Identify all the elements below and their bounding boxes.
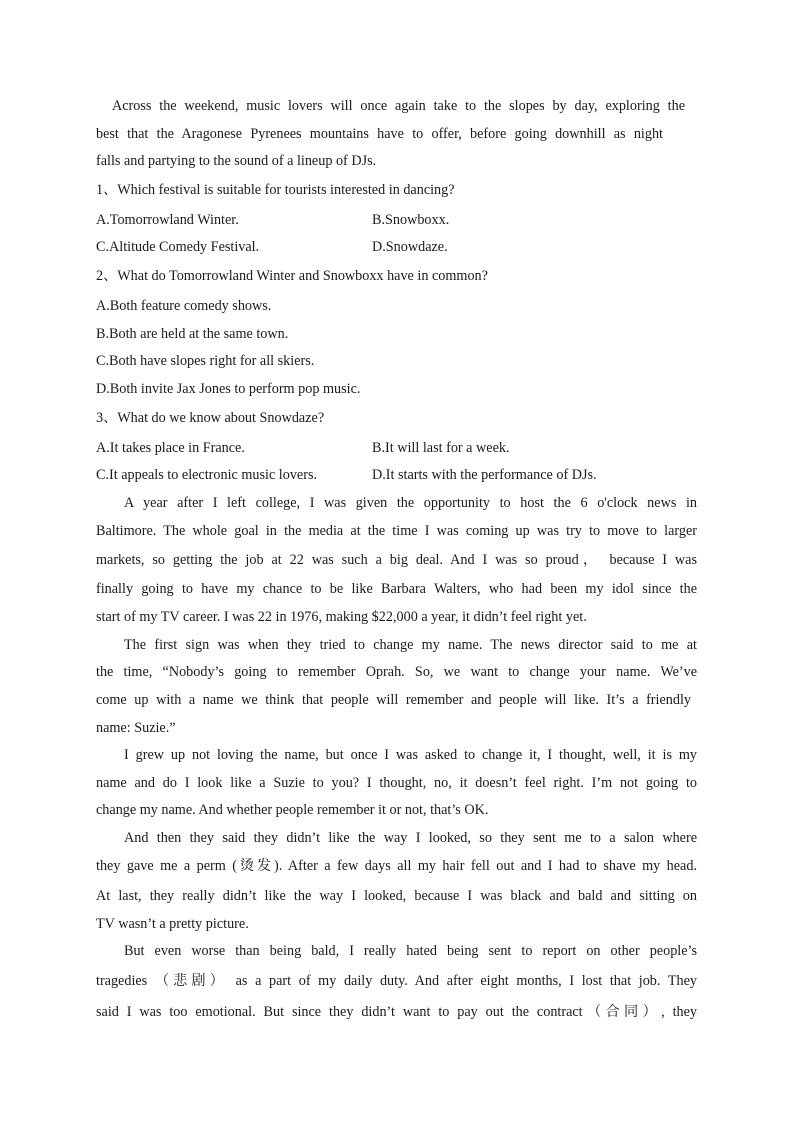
intro-line-3: falls and partying to the sound of a lineup of DJs. (96, 153, 377, 169)
passage-p5-line-3: said I was too emotional. But since they didn’t want to pay out the contract（合同）, they (96, 1004, 697, 1020)
question-1-option-b: B.Snowboxx. (372, 212, 450, 228)
passage-p4-line-1: And then they said they didn’t like the way I looked, so they sent me to a salon where (124, 830, 697, 846)
passage-p5-line-2: tragedies （悲剧） as a part of my daily duty. And after eight months, I lost that job. They (96, 973, 697, 989)
passage-p1-line-5: start of my TV career. I was 22 in 1976, making $22,000 a year, it didn’t feel right yet. (96, 609, 587, 625)
passage-p4-line-4: TV wasn’t a pretty picture. (96, 916, 249, 932)
passage-p1-line-1: A year after I left college, I was given the opportunity to host the 6 o'clock news in (124, 495, 697, 511)
passage-p5-line-1: But even worse than being bald, I really hated being sent to report on other people’s (124, 943, 697, 959)
passage-p2-line-4: name: Suzie.” (96, 720, 176, 736)
question-1-option-a: A.Tomorrowland Winter. (96, 212, 239, 228)
passage-p3-line-1: I grew up not loving the name, but once I was asked to change it, I thought, well, it is my (124, 747, 697, 763)
question-3-option-d: D.It starts with the performance of DJs. (372, 467, 597, 483)
passage-p1-line-2: Baltimore. The whole goal in the media at the time I was coming up was try to move to larger (96, 523, 697, 539)
question-1-option-d: D.Snowdaze. (372, 239, 448, 255)
question-2-option-c: C.Both have slopes right for all skiers. (96, 353, 315, 369)
question-3-option-c: C.It appeals to electronic music lovers. (96, 467, 318, 483)
passage-p1-line-3: markets, so getting the job at 22 was such a big deal. And I was so proud， because I was (96, 552, 697, 568)
passage-p2-line-1: The first sign was when they tried to change my name. The news director said to me at (124, 637, 697, 653)
question-1-stem: 1、Which festival is suitable for tourists interested in dancing? (96, 182, 455, 198)
intro-line-1: Across the weekend, music lovers will once again take to the slopes by day, exploring the (112, 98, 685, 114)
passage-p1-line-4: finally going to have my chance to be like Barbara Walters, who had been my idol since the (96, 581, 697, 597)
question-2-stem: 2、What do Tomorrowland Winter and Snowboxx have in common? (96, 268, 488, 284)
question-2-option-b: B.Both are held at the same town. (96, 326, 289, 342)
question-1-option-c: C.Altitude Comedy Festival. (96, 239, 260, 255)
question-3-option-a: A.It takes place in France. (96, 440, 245, 456)
passage-p4-line-2: they gave me a perm (烫发). After a few days all my hair fell out and I had to shave my head. (96, 858, 697, 874)
passage-p4-line-3: At last, they really didn’t like the way I looked, because I was black and bald and sitting on (96, 888, 697, 904)
passage-p3-line-2: name and do I look like a Suzie to you? I thought, no, it doesn’t feel right. I’m not going to (96, 775, 697, 791)
passage-p3-line-3: change my name. And whether people remember it or not, that’s OK. (96, 802, 489, 818)
intro-line-2: best that the Aragonese Pyrenees mountains have to offer, before going downhill as night (96, 126, 663, 142)
question-3-option-b: B.It will last for a week. (372, 440, 510, 456)
passage-p2-line-2: the time, “Nobody’s going to remember Oprah. So, we want to change your name. We’ve (96, 664, 697, 680)
question-2-option-d: D.Both invite Jax Jones to perform pop music. (96, 381, 361, 397)
question-2-option-a: A.Both feature comedy shows. (96, 298, 272, 314)
passage-p2-line-3: come up with a name we think that people will remember and people will like. It’s a friendly (96, 692, 691, 708)
question-3-stem: 3、What do we know about Snowdaze? (96, 410, 325, 426)
